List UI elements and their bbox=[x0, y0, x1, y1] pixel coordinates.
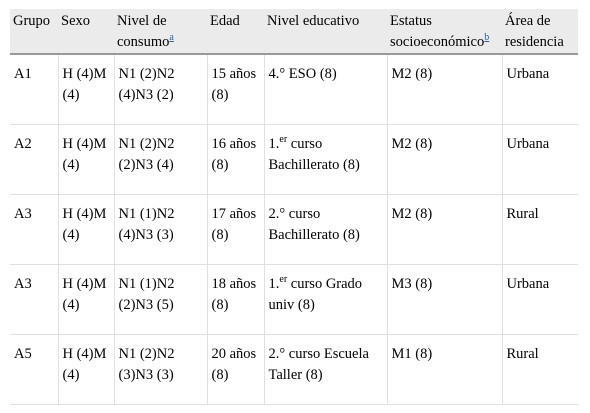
cell-grupo: A3 bbox=[10, 194, 58, 264]
header-area: Área de residencia bbox=[502, 9, 578, 54]
edu-text: 2.° curso Escuela Taller (8) bbox=[268, 345, 369, 383]
cell-area: Urbana bbox=[502, 124, 578, 194]
cell-nivel-consumo: N1 (2)N2 (3)N3 (3) bbox=[114, 334, 207, 404]
header-nivel-consumo bbox=[114, 9, 207, 54]
table-row bbox=[10, 124, 578, 194]
cell-nivel-consumo: N1 (2)N2 (2)N3 (4) bbox=[114, 124, 207, 194]
cell-grupo: A2 bbox=[10, 124, 58, 194]
groups-table bbox=[10, 9, 578, 405]
cell-estatus: M1 (8) bbox=[387, 334, 502, 404]
cell-nivel-educativo bbox=[264, 264, 387, 334]
cell-nivel-educativo bbox=[264, 54, 387, 124]
header-edad: Edad bbox=[207, 9, 264, 54]
cell-nivel-educativo bbox=[264, 334, 387, 404]
edu-text: 1. bbox=[268, 135, 280, 152]
cell-estatus: M2 (8) bbox=[387, 194, 502, 264]
table-row bbox=[10, 334, 578, 404]
cell-grupo: A3 bbox=[10, 264, 58, 334]
cell-nivel-consumo: N1 (2)N2 (4)N3 (2) bbox=[114, 54, 207, 124]
header-sexo: Sexo bbox=[58, 9, 114, 54]
cell-sexo: H (4)M (4) bbox=[58, 54, 114, 124]
header-nivel-consumo-label: Nivel de consumo bbox=[117, 13, 170, 50]
cell-area: Urbana bbox=[502, 54, 578, 124]
cell-nivel-consumo: N1 (1)N2 (4)N3 (3) bbox=[114, 194, 207, 264]
cell-area: Rural bbox=[502, 194, 578, 264]
cell-nivel-educativo bbox=[264, 124, 387, 194]
edu-text: 1. bbox=[268, 275, 280, 292]
cell-sexo: H (4)M (4) bbox=[58, 334, 114, 404]
table-row bbox=[10, 54, 578, 124]
table-header-row bbox=[10, 9, 578, 54]
edu-text-rest: curso Grado univ (8) bbox=[268, 275, 363, 313]
cell-nivel-consumo: N1 (1)N2 (2)N3 (5) bbox=[114, 264, 207, 334]
edu-text: 2.° curso Bachillerato (8) bbox=[268, 205, 360, 243]
cell-area: Urbana bbox=[502, 264, 578, 334]
cell-grupo: A5 bbox=[10, 334, 58, 404]
cell-edad: 20 años (8) bbox=[207, 334, 264, 404]
cell-nivel-educativo bbox=[264, 194, 387, 264]
edu-text: 4.° ESO (8) bbox=[268, 66, 337, 82]
header-nivel-educativo: Nivel educativo bbox=[264, 9, 387, 54]
footnote-link-b[interactable]: b bbox=[484, 32, 490, 44]
cell-edad: 15 años (8) bbox=[207, 54, 264, 124]
cell-edad: 16 años (8) bbox=[207, 124, 264, 194]
cell-estatus: M2 (8) bbox=[387, 54, 502, 124]
footnote-link-a[interactable]: a bbox=[169, 32, 174, 44]
cell-sexo: H (4)M (4) bbox=[58, 124, 114, 194]
header-estatus-label: Estatus socioeconómico bbox=[390, 13, 485, 50]
header-grupo: Grupo bbox=[10, 9, 58, 54]
cell-edad: 17 años (8) bbox=[207, 194, 264, 264]
cell-sexo: H (4)M (4) bbox=[58, 264, 114, 334]
cell-estatus: M3 (8) bbox=[387, 264, 502, 334]
header-estatus bbox=[387, 9, 502, 54]
cell-area: Rural bbox=[502, 334, 578, 404]
table-row bbox=[10, 194, 578, 264]
edu-text-rest: curso Bachillerato (8) bbox=[268, 135, 360, 173]
cell-grupo: A1 bbox=[10, 54, 58, 124]
cell-sexo: H (4)M (4) bbox=[58, 194, 114, 264]
edu-ordinal: er bbox=[279, 133, 288, 145]
edu-ordinal: er bbox=[279, 273, 288, 285]
cell-edad: 18 años (8) bbox=[207, 264, 264, 334]
table-row bbox=[10, 264, 578, 334]
cell-estatus: M2 (8) bbox=[387, 124, 502, 194]
